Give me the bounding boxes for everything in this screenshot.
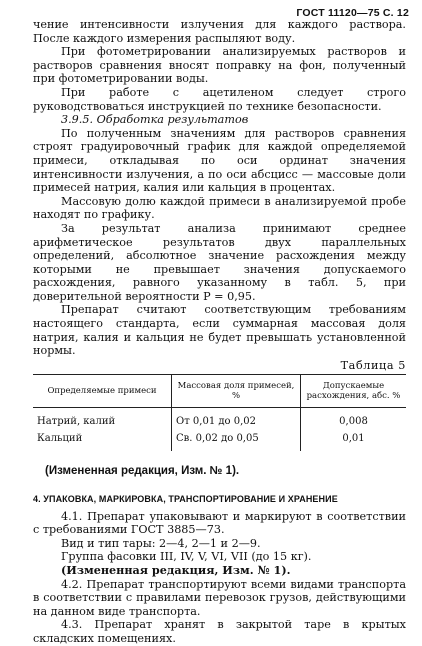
paragraph: По полученным значениям для растворов сравнения строят градуировочный график для каждой определяемой примеси, откладывая по оси ординат значения интенсивности излучения, а по оси абсцисс — массовые доли примесей натрия, калия или кальция в процентах. xyxy=(33,126,406,195)
table-cell: 0,008 xyxy=(301,408,407,431)
paragraph: При фотометрировании анализируемых растворов и растворов сравнения вносят поправку на фон, полученный при фотометрировании воды. xyxy=(33,45,406,86)
paragraph: Вид и тип тары: 2—4, 2—1 и 2—9. xyxy=(61,536,261,550)
amendment-note: (Измененная редакция, Изм. № 1). xyxy=(45,465,240,478)
table-header: Допускаемые расхождения, абс. % xyxy=(301,375,407,408)
table-row xyxy=(33,408,406,431)
paragraph: Препарат считают соответствующим требованиям настоящего стандарта, если суммарная массовая доля натрия, калия и кальция не будет превышать установленной нормы. xyxy=(33,303,406,358)
table-cell: Кальций xyxy=(37,433,83,445)
table-5 xyxy=(33,374,406,451)
document-body xyxy=(33,18,406,646)
table-header: Массовая доля примесей, % xyxy=(172,375,301,408)
paragraph: За результат анализа принимают среднее арифметическое результатов двух параллельных определений, абсолютное значение расхождения между которыми не превышает значения допускаемого расхождения, равного указанному в табл. 5, при доверительной вероятности P = 0,95. xyxy=(33,221,406,303)
table-header: Определяемые примеси xyxy=(33,375,172,408)
amendment-note: (Измененная редакция, Изм. № 1). xyxy=(61,563,291,577)
paragraph: 4.2. Препарат транспортируют всеми видами транспорта в соответствии с правилами перевозок грузов, действующими на данном виде транспорта. xyxy=(33,577,406,618)
paragraph: Группа фасовки III, IV, V, VI, VII (до 15 кг). xyxy=(61,550,312,564)
page-header: ГОСТ 11120—75 С. 12 xyxy=(296,7,409,19)
table-cell: Натрий, калий xyxy=(37,416,116,428)
paragraph: Массовую долю каждой примеси в анализируемой пробе находят по графику. xyxy=(33,194,406,222)
table-row xyxy=(33,430,406,451)
paragraph: 4.3. Препарат хранят в закрытой таре в крытых складских помещениях. xyxy=(33,618,406,645)
table-cell: 0,01 xyxy=(301,430,407,451)
paragraph: При работе с ацетиленом следует строго руководствоваться инструкцией по технике безопасности. xyxy=(33,85,406,113)
table-caption: Таблица 5 xyxy=(340,358,406,372)
table-cell: Св. 0,02 до 0,05 xyxy=(172,430,301,451)
table-cell: От 0,01 до 0,02 xyxy=(172,408,301,431)
paragraph: 4.1. Препарат упаковывают и маркируют в соответствии с требованиями ГОСТ 3885—73. xyxy=(33,509,406,537)
section-title: 3.9.5. Обработка результатов xyxy=(61,113,249,127)
chapter-title: 4. УПАКОВКА, МАРКИРОВКА, ТРАНСПОРТИРОВАНИЕ И ХРАНЕНИЕ xyxy=(33,494,338,505)
paragraph: чение интенсивности излучения для каждого раствора. После каждого измерения распыляют воду. xyxy=(33,18,406,45)
